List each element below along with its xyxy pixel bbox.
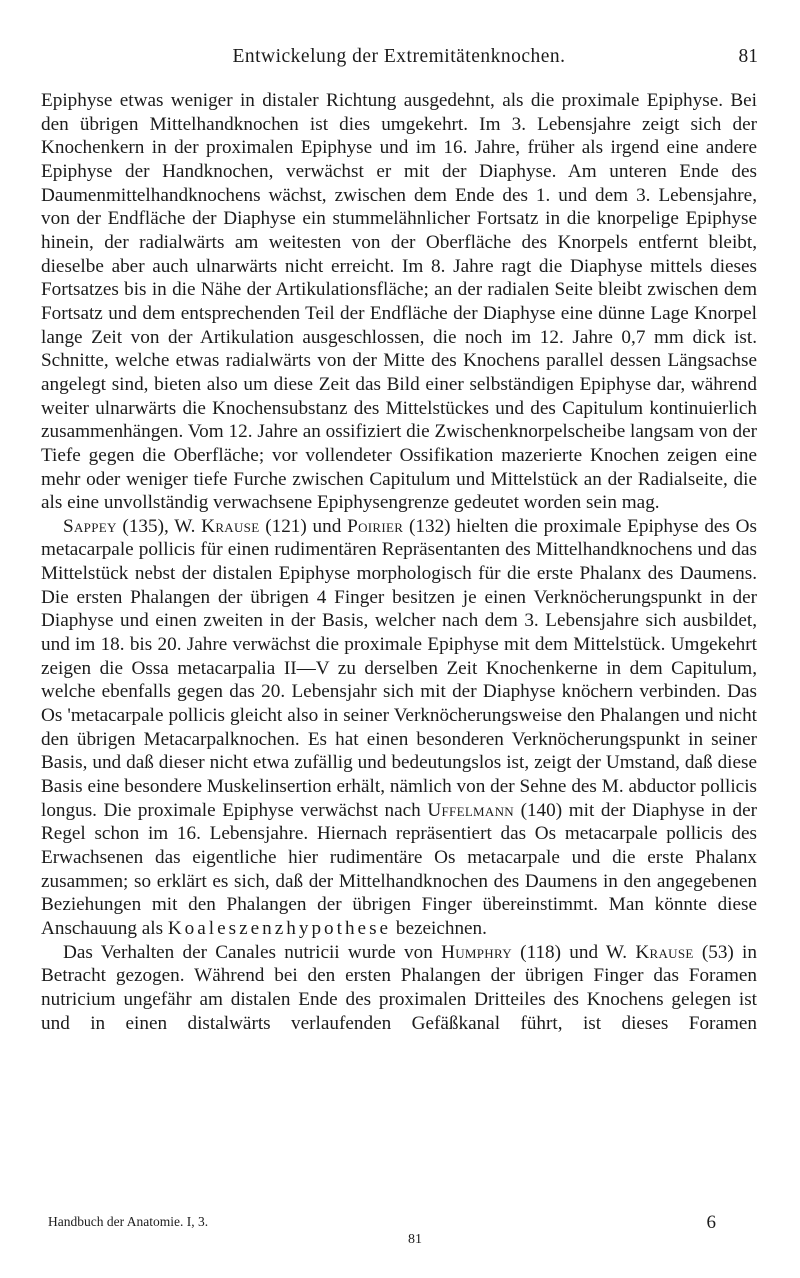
author-humphry: Humphry bbox=[441, 941, 512, 963]
paragraph-1 bbox=[41, 89, 757, 515]
page-footer bbox=[48, 1212, 716, 1247]
paragraph-2-text: bezeichnen. bbox=[391, 917, 487, 939]
page-header bbox=[40, 46, 758, 74]
paragraph-2-text: (140) mit der Diaphyse in der Regel schon im 16. Lebensjahre. Hiernach repräsentiert das Os metacarpale pollicis des Erwachsenen das eigentliche hier rudimentäre Os metacarpale und die erste Phalanx zusammen; so erklärt es sich, daß der Mittelhandknochen des Daumens in den angegebenen Beziehungen mit den Phalangen der übrigen Finger übereinstimmt. Man könnte diese Anschauung als bbox=[41, 799, 758, 939]
paragraph-1-text: Epiphyse etwas weniger in distaler Richtung ausgedehnt, als die proximale Epiphyse. Bei den übrigen Mittelhandknochen ist dies umgekehrt. Im 3. Lebensjahre zeigt sich der Knochenkern in der proximalen Epiphyse und im 16. Jahre, früher als irgend eine andere Epiphyse der Handknochen, verwächst er mit der Diaphyse. Am unteren Ende des Daumenmittelhandknochens wächst, zwischen dem Ende des 1. und dem 3. Lebensjahre, von der Endfläche der Diaphyse ein stummelähnlicher Fortsatz in die knorpelige Epiphyse hinein, der radialwärts am weitesten von der Oberfläche des Knorpels entfernt bleibt, dieselbe aber auch ulnarwärts nicht erreicht. Im 8. Jahre ragt die Diaphyse mittels dieses Fortsatzes bis in die Nähe der Artikulationsfläche; an der radialen Seite bleibt zwischen dem Fortsatz und dem entsprechenden Teil der Endfläche der Diaphyse eine dünne Lage Knorpel lange Zeit von der Artikulation ausgeschlossen, die noch im 12. Jahre 0,7 mm dick ist. Schnitte, welche etwas radialwärts von der Mitte des Knochens parallel dessen Längsachse angelegt sind, bieten also um diese Zeit das Bild einer selbständigen Epiphyse dar, während weiter ulnarwärts die Knochensubstanz des Mittelstückes und des Capitulum kontinuierlich zusammenhängen. Vom 12. Jahre an ossifiziert die Zwischenknorpelscheibe langsam von der Tiefe gegen die Oberfläche; vor vollendeter Ossifikation mazerierte Knochen zeigen eine mehr oder weniger tiefe Furche zwischen Capitulum und Mittelstück an der Radialseite, die als eine unvollständig verwachsene Epiphysengrenze gedeutet worden sein mag. bbox=[41, 90, 757, 514]
running-title: Entwickelung der Extremitätenknochen. bbox=[232, 46, 566, 67]
author-poirier: Poirier bbox=[347, 515, 404, 537]
signature-mark: 6 bbox=[706, 1212, 716, 1233]
author-krause: Krause bbox=[635, 941, 694, 963]
page-number: 81 bbox=[738, 46, 758, 67]
term-koaleszenzhypothese: Koaleszenzhypothese bbox=[167, 917, 392, 939]
paragraph-3 bbox=[41, 941, 757, 1036]
paragraph-2-text: (132) hielten die proximale Epiphyse des Os metacarpale pollicis für einen rudimentären Repräsentanten des Mittelhandknochens und das Mittelstück nebst der distalen Epiphyse morphologisch für die erste Phalanx des Daumens. Die ersten Phalangen der übrigen 4 Finger besitzen je einen Verknöcherungspunkt in der Diaphyse und einen zweiten in der Basis, welcher nach dem 3. Lebensjahre sich ausbildet, und im 18. bis 20. Jahre verwächst die proximale Epiphyse mit dem Mittelstück. Umgekehrt zeigen die Ossa metacarpalia II—V zu derselben Zeit Knochenkerne in dem Capitulum, welche ebenfalls gegen das 20. Lebensjahr sich mit der Diaphyse knöchern verbinden. Das Os 'metacarpale pollicis gleicht also in seiner Verknöcherungsweise den Phalangen und nicht den übrigen Metacarpalknochen. Es hat einen besonderen Verknöcherungspunkt in seiner Basis, und daß dieser nicht etwa zufällig und bedeutungslos ist, zeigt der Umstand, daß diese Basis eine besondere Muskelinsertion erhält, nämlich von der Sehne des M. abductor pollicis longus. Die proximale Epiphyse verwächst nach bbox=[41, 515, 758, 821]
footer-page-number: 81 bbox=[408, 1232, 422, 1247]
author-krause: Krause bbox=[201, 515, 260, 537]
author-sappey: Sappey bbox=[63, 515, 117, 537]
paragraph-2 bbox=[41, 515, 757, 941]
paragraph-3-text: (53) in Betracht gezogen. Während bei den ersten Phalangen der übrigen Finger das Foramen nutricium ungefähr am distalen Ende des proximalen Dritteiles des Knochens gelegen ist und in einen distalwärts verlaufenden Gefäßkanal führt, ist dieses Foramen bbox=[41, 941, 757, 1034]
paragraph-3-text: Das Verhalten der Canales nutricii wurde von bbox=[63, 941, 442, 963]
body-text bbox=[41, 89, 757, 1035]
author-uffelmann: Uffelmann bbox=[427, 799, 514, 821]
footer-source: Handbuch der Anatomie. I, 3. bbox=[48, 1214, 209, 1229]
paragraph-3-text: (118) und W. bbox=[511, 941, 636, 963]
paragraph-2-text: (121) und bbox=[259, 515, 348, 537]
paragraph-2-text: (135), W. bbox=[116, 515, 202, 537]
